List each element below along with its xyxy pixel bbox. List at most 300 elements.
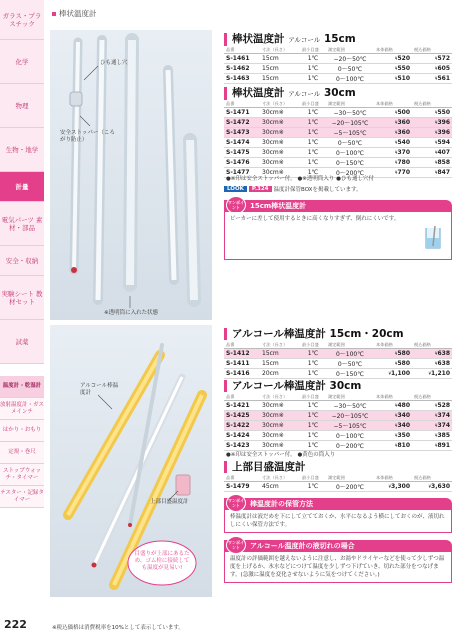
yen-mark: ¥	[434, 170, 438, 175]
point-body	[224, 510, 452, 533]
yen-mark: ¥	[394, 56, 398, 61]
point-box-storage	[224, 498, 452, 533]
cell-price-value: 510	[397, 75, 410, 82]
cell-size: 30cm※	[260, 138, 300, 148]
cell-code: S-1424	[224, 431, 260, 441]
table-row	[224, 148, 452, 158]
th-price: 本体価格	[374, 475, 412, 482]
cell-graduation: 1℃	[300, 349, 326, 359]
th-price: 本体価格	[374, 47, 412, 54]
product-table-2	[224, 101, 452, 178]
caption-balloon-note: 目盛りが上部にあるため、ゴム栓に接続しても温度が見易い!	[134, 551, 190, 571]
section-title-alcohol-15-20	[224, 328, 404, 340]
yen-mark: ¥	[394, 423, 398, 428]
cell-range: 0〜200℃	[326, 482, 374, 492]
yen-mark: ¥	[394, 413, 398, 418]
yen-mark: ¥	[394, 110, 398, 115]
cell-size: 30cm※	[260, 421, 300, 431]
title-subtitle: アルコール	[288, 90, 321, 98]
title-size: 30cm	[323, 87, 356, 99]
caption-transparent-tube: ※透明筒に入れた状態	[104, 310, 159, 316]
yen-mark: ¥	[394, 361, 398, 366]
title-text: アルコール棒温度計 15cm・20cm	[232, 328, 404, 340]
cell-size: 30cm※	[260, 108, 300, 118]
point-text: 棒温度計は液だめを下にして立てておくか、水平になるよう横にしておくのが、液切れしにくい保管方法です。	[230, 514, 445, 528]
cell-range: −30〜50℃	[326, 401, 374, 411]
title-subtitle: アルコール	[288, 36, 321, 44]
cell-code: S-1412	[224, 349, 260, 359]
cell-size: 30cm※	[260, 128, 300, 138]
th-range: 測定範囲	[326, 342, 374, 349]
cell-graduation: 1℃	[300, 108, 326, 118]
breadcrumb-label: 棒状温度計	[59, 9, 97, 18]
yen-mark: ¥	[434, 150, 438, 155]
cell-graduation: 1℃	[300, 54, 326, 64]
yen-mark: ¥	[394, 130, 398, 135]
cell-graduation: 1℃	[300, 158, 326, 168]
cell-graduation: 1℃	[300, 401, 326, 411]
cell-code: S-1471	[224, 108, 260, 118]
product-table-4	[224, 394, 452, 451]
cell-code: S-1423	[224, 441, 260, 451]
cell-range: 0〜50℃	[326, 138, 374, 148]
cell-range: −20〜50℃	[326, 54, 374, 64]
th-size: 寸法（長さ）	[260, 394, 300, 401]
th-size: 寸法（長さ）	[260, 342, 300, 349]
cell-range: 0〜50℃	[326, 64, 374, 74]
yen-mark: ¥	[434, 120, 438, 125]
cell-price	[374, 74, 412, 84]
th-grad: 最小目盛	[300, 47, 326, 54]
product-photo-alcohol-thermometers	[50, 325, 212, 597]
th-range: 測定範囲	[326, 394, 374, 401]
point-header	[224, 540, 452, 552]
table-row	[224, 118, 452, 128]
cell-price-value: 1,100	[391, 370, 410, 377]
cell-tax-price	[412, 118, 452, 128]
cell-price	[374, 138, 412, 148]
cell-code: S-1479	[224, 482, 260, 492]
th-tax: 税込価格	[412, 475, 452, 482]
cell-tax-price-value: 396	[437, 119, 450, 126]
cell-price-value: 3,300	[391, 483, 410, 490]
yen-mark: ¥	[394, 433, 398, 438]
cell-code: S-1462	[224, 64, 260, 74]
look-reference	[224, 185, 362, 193]
sidebar-subtab-ruler[interactable]: 定規・巻尺	[0, 442, 44, 464]
cell-price-value: 580	[397, 360, 410, 367]
cell-price	[374, 108, 412, 118]
th-range: 測定範囲	[326, 101, 374, 108]
table-row	[224, 349, 452, 359]
cell-code: S-1461	[224, 54, 260, 64]
sidebar-tab-reagent[interactable]: 試薬	[0, 320, 44, 364]
yen-mark: ¥	[434, 433, 438, 438]
yen-mark: ¥	[434, 130, 438, 135]
look-page-link[interactable]: P.324	[249, 186, 272, 192]
notes-rod-30cm: ●※印は安全ストッパー付。 ●※透明筒入り ●ひも通し穴付	[226, 176, 374, 182]
section-title-rod-30cm	[224, 87, 356, 100]
cell-size: 30cm※	[260, 148, 300, 158]
caption-string-hole: ひも通し穴	[100, 60, 128, 66]
cell-price-value: 340	[397, 422, 410, 429]
look-label: LOOK	[224, 186, 247, 192]
cell-graduation: 1℃	[300, 359, 326, 369]
cell-size: 30cm※	[260, 118, 300, 128]
yen-mark: ¥	[388, 484, 392, 489]
th-code: 品番	[224, 342, 260, 349]
section-title-upper-scale	[224, 461, 306, 473]
cell-price	[374, 349, 412, 359]
cell-range: −20〜105℃	[326, 118, 374, 128]
cell-price	[374, 168, 412, 178]
cell-price	[374, 482, 412, 492]
cell-code: S-1477	[224, 168, 260, 178]
cell-price-value: 480	[397, 402, 410, 409]
cell-price-value: 770	[397, 169, 410, 176]
cell-tax-price-value: 528	[437, 402, 450, 409]
th-code: 品番	[224, 47, 260, 54]
sidebar-subtab-radiation[interactable]: 放射温度計・ガスメインチ	[0, 398, 44, 420]
cell-price-value: 780	[397, 159, 410, 166]
th-code: 品番	[224, 101, 260, 108]
product-photo-rod-thermometers	[50, 30, 212, 320]
caption-alcohol-rod: アルコール棒温度計	[80, 383, 119, 396]
cell-tax-price-value: 858	[437, 159, 450, 166]
cell-range: −20〜105℃	[326, 411, 374, 421]
yen-mark: ¥	[388, 371, 392, 376]
cell-code: S-1472	[224, 118, 260, 128]
cell-tax-price	[412, 148, 452, 158]
cell-range: −5〜105℃	[326, 128, 374, 138]
yen-mark: ¥	[434, 140, 438, 145]
caption-upper-scale: 上部目盛温度計	[150, 499, 189, 505]
notes-alcohol-30: ●※印は安全ストッパー付。 ●黄色の筒入り	[226, 452, 336, 458]
yen-mark: ¥	[434, 110, 438, 115]
section-title-alcohol-30	[224, 380, 361, 392]
cell-size: 45cm	[260, 482, 300, 492]
th-size: 寸法（長さ）	[260, 101, 300, 108]
point-header	[224, 200, 452, 212]
cell-tax-price-value: 572	[437, 55, 450, 62]
table-row	[224, 411, 452, 421]
cell-price-value: 360	[397, 129, 410, 136]
cell-graduation: 1℃	[300, 421, 326, 431]
table-row	[224, 64, 452, 74]
cell-price	[374, 431, 412, 441]
cell-price	[374, 128, 412, 138]
th-code: 品番	[224, 394, 260, 401]
sidebar-subtab-stopwatch[interactable]: ストップウォッチ・タイマー	[0, 464, 44, 486]
cell-tax-price	[412, 108, 452, 118]
yen-mark: ¥	[434, 361, 438, 366]
cell-tax-price	[412, 421, 452, 431]
point-body	[224, 212, 452, 260]
cell-graduation: 1℃	[300, 128, 326, 138]
cell-code: S-1476	[224, 158, 260, 168]
cell-tax-price-value: 594	[437, 139, 450, 146]
th-tax: 税込価格	[412, 394, 452, 401]
th-size: 寸法（長さ）	[260, 475, 300, 482]
cell-graduation: 1℃	[300, 168, 326, 178]
table-row	[224, 441, 452, 451]
yen-mark: ¥	[434, 160, 438, 165]
point-body	[224, 552, 452, 583]
cell-tax-price	[412, 369, 452, 379]
yen-mark: ¥	[394, 76, 398, 81]
yen-mark: ¥	[434, 443, 438, 448]
cell-price	[374, 64, 412, 74]
cell-tax-price	[412, 138, 452, 148]
th-size: 寸法（長さ）	[260, 47, 300, 54]
cell-graduation: 1℃	[300, 431, 326, 441]
cell-tax-price	[412, 158, 452, 168]
cell-tax-price-value: 3,630	[431, 483, 450, 490]
th-code: 品番	[224, 475, 260, 482]
cell-tax-price-value: 561	[437, 75, 450, 82]
page-number: 222	[4, 618, 27, 631]
yen-mark: ¥	[428, 484, 432, 489]
th-grad: 最小目盛	[300, 475, 326, 482]
cell-tax-price	[412, 128, 452, 138]
yen-mark: ¥	[434, 351, 438, 356]
cell-price-value: 370	[397, 149, 410, 156]
cell-size: 15cm	[260, 74, 300, 84]
cell-size: 30cm※	[260, 158, 300, 168]
th-tax: 税込価格	[412, 47, 452, 54]
cell-graduation: 1℃	[300, 441, 326, 451]
look-text: 温度計保管BOXを掲載しています。	[273, 187, 362, 193]
cell-size: 15cm	[260, 54, 300, 64]
cell-graduation: 1℃	[300, 148, 326, 158]
cell-range: −5〜105℃	[326, 421, 374, 431]
yen-mark: ¥	[394, 170, 398, 175]
cell-price-value: 350	[397, 432, 410, 439]
cell-tax-price-value: 407	[437, 149, 450, 156]
sidebar-tab-biology[interactable]: 生物・地学	[0, 128, 44, 172]
point-title: アルコール温度計の液切れの場合	[250, 542, 355, 550]
cell-graduation: 1℃	[300, 74, 326, 84]
cell-code: S-1411	[224, 359, 260, 369]
cell-price	[374, 118, 412, 128]
cell-price	[374, 54, 412, 64]
cell-code: S-1474	[224, 138, 260, 148]
cell-graduation: 1℃	[300, 118, 326, 128]
sidebar-tab-chemistry[interactable]: 化学	[0, 40, 44, 84]
cell-tax-price	[412, 482, 452, 492]
cell-tax-price	[412, 401, 452, 411]
cell-tax-price	[412, 168, 452, 178]
th-grad: 最小目盛	[300, 101, 326, 108]
cell-price	[374, 441, 412, 451]
sidebar-tab-electric[interactable]: 電気パーツ 素材・部品	[0, 202, 44, 246]
sidebar	[0, 0, 44, 644]
yen-mark: ¥	[394, 443, 398, 448]
cell-size: 30cm※	[260, 411, 300, 421]
cell-price-value: 810	[397, 442, 410, 449]
th-range: 測定範囲	[326, 475, 374, 482]
breadcrumb-marker	[52, 12, 56, 16]
table-row	[224, 482, 452, 492]
cell-price-value: 500	[397, 109, 410, 116]
th-grad: 最小目盛	[300, 342, 326, 349]
cell-range: 0〜200℃	[326, 441, 374, 451]
yen-mark: ¥	[434, 56, 438, 61]
yen-mark: ¥	[394, 66, 398, 71]
table-row	[224, 431, 452, 441]
table-row	[224, 369, 452, 379]
cell-range: 0〜200℃	[326, 168, 374, 178]
title-text: 上部目盛温度計	[232, 461, 306, 473]
cell-price-value: 520	[397, 55, 410, 62]
cell-tax-price	[412, 74, 452, 84]
th-tax: 税込価格	[412, 342, 452, 349]
cell-size: 15cm	[260, 359, 300, 369]
yen-mark: ¥	[394, 351, 398, 356]
one-point-badge: ワンポイント	[226, 536, 246, 554]
sidebar-tab-kits[interactable]: 実験シート 教材セット	[0, 276, 44, 320]
cell-range: 0〜50℃	[326, 359, 374, 369]
yen-mark: ¥	[394, 140, 398, 145]
title-text: 棒状温度計	[232, 33, 285, 45]
sidebar-tab-measurement[interactable]: 計量	[0, 172, 44, 202]
table-row	[224, 158, 452, 168]
footer-tax-note: ※税込価格は消費税率を10%として表示しています。	[52, 625, 184, 631]
yen-mark: ¥	[394, 160, 398, 165]
point-box-15cm	[224, 200, 452, 260]
cell-size: 30cm※	[260, 431, 300, 441]
cell-price	[374, 148, 412, 158]
cell-range: 0〜150℃	[326, 369, 374, 379]
th-price: 本体価格	[374, 101, 412, 108]
cell-code: S-1416	[224, 369, 260, 379]
cell-price	[374, 421, 412, 431]
cell-graduation: 1℃	[300, 369, 326, 379]
cell-tax-price-value: 374	[437, 412, 450, 419]
cell-code: S-1422	[224, 421, 260, 431]
point-title: 棒温度計の保管方法	[250, 500, 313, 508]
cell-range: −30〜50℃	[326, 108, 374, 118]
cell-graduation: 1℃	[300, 138, 326, 148]
point-box-liquid-break	[224, 540, 452, 583]
cell-price	[374, 411, 412, 421]
cell-price-value: 360	[397, 119, 410, 126]
cell-tax-price	[412, 441, 452, 451]
cell-range: 0〜100℃	[326, 74, 374, 84]
table-row	[224, 421, 452, 431]
table-row	[224, 128, 452, 138]
sidebar-subtab-scale[interactable]: はかり・おもり	[0, 420, 44, 442]
breadcrumb	[52, 8, 97, 19]
cell-tax-price	[412, 64, 452, 74]
th-range: 測定範囲	[326, 47, 374, 54]
cell-graduation: 1℃	[300, 482, 326, 492]
yen-mark: ¥	[394, 403, 398, 408]
yen-mark: ¥	[434, 76, 438, 81]
point-title: 15cm棒状温度計	[250, 202, 307, 210]
cell-tax-price-value: 374	[437, 422, 450, 429]
cell-tax-price-value: 1,210	[431, 370, 450, 377]
cell-tax-price	[412, 349, 452, 359]
sidebar-tab-glass[interactable]: ガラス・プラスチック	[0, 0, 44, 40]
cell-code: S-1473	[224, 128, 260, 138]
sidebar-tab-physics[interactable]: 物理	[0, 84, 44, 128]
point-header	[224, 498, 452, 510]
table-row	[224, 54, 452, 64]
title-size: 15cm	[323, 33, 356, 45]
one-point-badge: ワンポイント	[226, 494, 246, 512]
cell-tax-price	[412, 54, 452, 64]
title-text: アルコール棒温度計 30cm	[232, 380, 362, 392]
th-price: 本体価格	[374, 342, 412, 349]
table-row	[224, 74, 452, 84]
table-row	[224, 359, 452, 369]
cell-price-value: 340	[397, 412, 410, 419]
beaker-icon	[423, 226, 443, 250]
cell-code: S-1463	[224, 74, 260, 84]
table-row	[224, 401, 452, 411]
cell-tax-price-value: 385	[437, 432, 450, 439]
cell-graduation: 1℃	[300, 411, 326, 421]
yen-mark: ¥	[434, 66, 438, 71]
cell-range: 0〜100℃	[326, 349, 374, 359]
cell-price-value: 540	[397, 139, 410, 146]
product-table-1	[224, 47, 452, 84]
th-grad: 最小目盛	[300, 394, 326, 401]
point-text: ビーカーに差して使用するときに高くなりすぎず、倒れにくいです。	[230, 216, 400, 222]
cell-price	[374, 158, 412, 168]
cell-size: 15cm	[260, 349, 300, 359]
cell-code: S-1421	[224, 401, 260, 411]
yen-mark: ¥	[428, 371, 432, 376]
cell-size: 30cm※	[260, 401, 300, 411]
cell-tax-price-value: 847	[437, 169, 450, 176]
cell-range: 0〜100℃	[326, 148, 374, 158]
cell-price	[374, 359, 412, 369]
thermometer-illustration-1	[50, 30, 212, 320]
one-point-badge: ワンポイント	[226, 196, 246, 214]
cell-tax-price-value: 396	[437, 129, 450, 136]
cell-price	[374, 369, 412, 379]
yen-mark: ¥	[434, 423, 438, 428]
cell-price-value: 580	[397, 350, 410, 357]
cell-tax-price-value: 605	[437, 65, 450, 72]
title-text: 棒状温度計	[232, 87, 285, 99]
sidebar-tab-safety[interactable]: 安全・収納	[0, 246, 44, 276]
yen-mark: ¥	[394, 120, 398, 125]
th-price: 本体価格	[374, 394, 412, 401]
table-row	[224, 108, 452, 118]
cell-tax-price-value: 638	[437, 360, 450, 367]
cell-tax-price	[412, 411, 452, 421]
table-row	[224, 138, 452, 148]
product-table-5	[224, 475, 452, 492]
cell-code: S-1425	[224, 411, 260, 421]
cell-range: 0〜150℃	[326, 158, 374, 168]
yen-mark: ¥	[434, 403, 438, 408]
sidebar-subtab-thermometer[interactable]: 温度計・乾湿計	[0, 376, 44, 398]
sidebar-subtab-tester[interactable]: テスター・記録タイマー	[0, 486, 44, 508]
th-tax: 税込価格	[412, 101, 452, 108]
cell-size: 15cm	[260, 64, 300, 74]
cell-graduation: 1℃	[300, 64, 326, 74]
cell-code: S-1475	[224, 148, 260, 158]
cell-tax-price	[412, 359, 452, 369]
point-text: 温度計の評価範囲を越えないように注意し、お湯やドライヤーなどを使って少しずつ温度を上げるか、氷水などにつけて温度を少しずつ下げていき、切れた部分をつなげます。(急激に温度を変化させないように気をつけてください。)	[230, 556, 445, 578]
cell-tax-price-value: 891	[437, 442, 450, 449]
section-title-rod-15cm	[224, 33, 356, 46]
product-table-3	[224, 342, 452, 379]
